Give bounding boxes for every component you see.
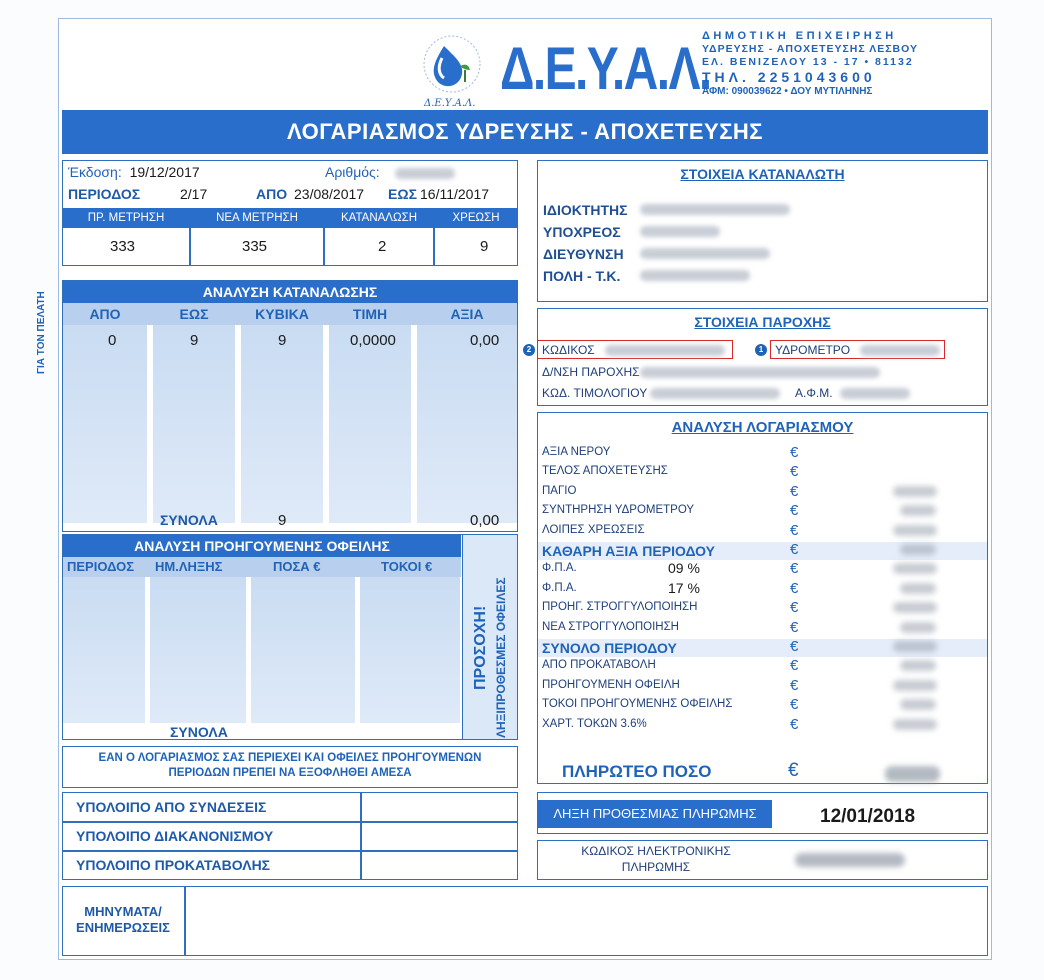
account-row-amount-redacted [900,544,936,555]
logo-wordmark: Δ.Ε.Υ.Α.Λ. [500,35,711,102]
bill-number-redacted [395,168,455,179]
meter-label: ΥΔΡΟΜΕΤΡΟ [775,343,851,357]
notice-line-2: ΠΕΡΙΟΔΩΝ ΠΡΕΠΕΙ ΝΑ ΕΞΟΦΛΗΘΕΙ ΑΜΕΣΑ [168,767,412,779]
account-row-currency: € [790,657,799,674]
account-row-label: ΣΥΝΟΛΟ ΠΕΡΙΟΔΟΥ [542,640,677,656]
reading-header-prev: ΠΡ. ΜΕΤΡΗΣΗ [87,212,165,224]
consumption-row-to: 9 [190,332,199,349]
debt-header-due: ΗΜ.ΛΗΞΗΣ [155,559,223,574]
account-row-label: ΠΡΟΗΓ. ΣΤΡΟΓΓΥΛΟΠΟΙΗΣΗ [542,601,698,613]
messages-label-1: ΜΗΝΥΜΑΤΑ/ [84,904,162,919]
reading-consumption-value: 2 [378,238,387,255]
number-label: Αριθμός: [325,164,380,180]
reading-new-value: 335 [242,238,268,255]
account-row-currency: € [790,463,799,480]
from-label: ΑΠΟ [256,186,288,202]
account-row-currency: € [790,716,799,733]
debt-totals-label: ΣΥΝΟΛΑ [170,724,228,740]
account-row-label: Φ.Π.Α. [542,582,577,594]
period-row [68,186,514,202]
account-row-amount-redacted [893,641,937,652]
to-date: 16/11/2017 [420,186,490,202]
consumption-totals-label: ΣΥΝΟΛΑ [160,512,218,528]
header-value: ΑΞΙΑ [450,306,484,322]
account-row-amount-redacted [900,622,936,633]
payable-label: ΠΛΗΡΩΤΕΟ ΠΟΣΟ [562,762,712,781]
account-row-amount-redacted [893,680,937,691]
account-row-label: ΣΥΝΤΗΡΗΣΗ ΥΔΡΟΜΕΤΡΟΥ [542,504,695,516]
balance-prepayment-label: ΥΠΟΛΟΙΠΟ ΠΡΟΚΑΤΑΒΟΛΗΣ [76,857,271,873]
account-row-currency: € [790,580,799,597]
company-name: ΔΗΜΟΤΙΚΗ ΕΠΙΧΕΙΡΗΣΗ [702,30,897,42]
consumption-total-m3: 9 [278,512,287,529]
issue-label: Έκδοση: [68,164,122,180]
account-row-rate: 09 % [668,560,700,576]
account-row-rate: 17 % [668,580,700,596]
account-row-amount-redacted [900,660,936,671]
epay-code-redacted [795,853,905,867]
account-row-label: ΝΕΑ ΣΤΡΟΓΓΥΛΟΠΟΙΗΣΗ [542,621,679,633]
meter-badge: 1 [755,344,767,356]
account-row-currency: € [790,522,799,539]
issue-row [68,164,200,180]
account-row-currency: € [790,483,799,500]
account-row-label: ΤΕΛΟΣ ΑΠΟΧΕΤΕΥΣΗΣ [542,465,668,477]
consumption-row-cubic: 9 [278,332,287,349]
warning-title: ΠΡΟΣΟΧΗ! [472,605,489,690]
address-value-redacted [640,248,770,259]
payable-currency: € [788,760,799,781]
account-row-currency: € [790,696,799,713]
account-row-currency: € [790,444,799,461]
consumption-total-value: 0,00 [470,512,500,529]
consumer-title: ΣΤΟΙΧΕΙΑ ΚΑΤΑΝΑΛΩΤΗ [680,166,845,182]
company-info [702,30,988,97]
supply-code-label: ΚΩΔΙΚΟΣ [542,343,595,357]
account-row-amount-redacted [893,486,937,497]
consumer-field-obligor: ΥΠΟΧΡΕΟΣ [543,224,621,240]
messages-box [62,886,988,956]
supply-address-redacted [640,367,880,378]
tariff-value-redacted [650,388,780,399]
account-row-amount-redacted [893,563,937,574]
messages-label-2: ΕΝΗΜΕΡΩΣΕΙΣ [76,920,170,935]
header-price: ΤΙΜΗ [352,306,388,322]
consumer-field-city: ΠΟΛΗ - Τ.Κ. [543,268,621,284]
debt-header-interest: ΤΟΚΟΙ € [381,559,433,574]
logo-small-text: Δ.Ε.Υ.Α.Λ. [424,98,476,109]
notice-line-1: ΕΑΝ Ο ΛΟΓΑΡΙΑΣΜΟΣ ΣΑΣ ΠΕΡΙΕΧΕΙ ΚΑΙ ΟΦΕΙΛΕΣ ΠΡΟΗΓΟΥΜΕΝΩΝ [98,752,482,764]
header [62,22,988,118]
balance-settlement-label: ΥΠΟΛΟΙΠΟ ΔΙΑΚΑΝΟΝΙΣΜΟΥ [76,828,274,844]
account-row-label: ΠΡΟΗΓΟΥΜΕΝΗ ΟΦΕΙΛΗ [542,679,680,691]
header-to: ΕΩΣ [179,306,209,322]
debt-header-amount: ΠΟΣΑ € [273,559,321,574]
account-row-label: ΛΟΙΠΕΣ ΧΡΕΩΣΕΙΣ [542,524,645,536]
account-row-currency: € [790,638,799,655]
account-row-currency: € [790,560,799,577]
epay-label-1: ΚΩΔΙΚΟΣ ΗΛΕΚΤΡΟΝΙΚΗΣ [581,844,731,858]
obligor-value-redacted [640,226,720,237]
consumption-row-from: 0 [108,332,117,349]
readings-header [63,208,517,228]
account-row-amount-redacted [893,719,937,730]
account-row-currency: € [790,541,799,558]
account-row-label: ΑΞΙΑ ΝΕΡΟΥ [542,446,611,458]
account-row-amount-redacted [900,583,936,594]
reading-prev-value: 333 [110,238,136,255]
consumer-field-owner: ΙΔΙΟΚΤΗΤΗΣ [543,202,628,218]
account-row-currency: € [790,619,799,636]
account-row-label: ΧΑΡΤ. ΤΟΚΩΝ 3.6% [542,718,647,730]
city-value-redacted [640,270,750,281]
afm-value-redacted [840,388,910,399]
warning-subtitle: ΛΗΞΙΠΡΟΘΕΣΜΕΣ ΟΦΕΙΛΕΣ [494,577,508,738]
water-drop-logo-icon [412,26,502,104]
consumption-row-price: 0,0000 [350,332,396,349]
tariff-label: ΚΩΔ. ΤΙΜΟΛΟΓΙΟΥ [542,386,648,400]
supply-code-redacted [605,345,725,356]
period-label: ΠΕΡΙΟΔΟΣ [68,186,141,202]
due-date: 12/01/2018 [820,806,916,827]
company-afm: ΑΦΜ: 090039622 • ΔΟΥ ΜΥΤΙΛΗΝΗΣ [702,86,873,97]
reading-header-consumption: ΚΑΤΑΝΑΛΩΣΗ [341,212,417,224]
from-date: 23/08/2017 [294,186,365,202]
bill-title: ΛΟΓΑΡΙΑΣΜΟΣ ΥΔΡΕΥΣΗΣ - ΑΠΟΧΕΤΕΥΣΗΣ [62,110,988,154]
account-row-label: ΑΠΟ ΠΡΟΚΑΤΑΒΟΛΗ [542,659,656,671]
consumption-row-value: 0,00 [470,332,500,349]
consumer-field-address: ΔΙΕΥΘΥΝΣΗ [543,246,624,262]
epay-label-2: ΠΛΗΡΩΜΗΣ [621,860,691,874]
account-row-label: ΠΑΓΙΟ [542,485,577,497]
account-row-currency: € [790,599,799,616]
supply-code-badge: 2 [523,344,535,356]
debt-header-period: ΠΕΡΙΟΔΟΣ [67,559,135,574]
account-row-amount-redacted [893,602,937,613]
meter-value-redacted [860,345,940,356]
issue-date: 19/12/2017 [129,164,200,180]
account-row-currency: € [790,677,799,694]
previous-debt-title: ΑΝΑΛΥΣΗ ΠΡΟΗΓΟΥΜΕΝΗΣ ΟΦΕΙΛΗΣ [63,535,461,557]
account-row-label: Φ.Π.Α. [542,562,577,574]
afm-label: Α.Φ.Μ. [795,386,833,400]
header-from: ΑΠΟ [89,306,121,322]
company-subtitle: ΥΔΡΕΥΣΗΣ - ΑΠΟΧΕΤΕΥΣΗΣ ΛΕΣΒΟΥ [702,43,918,55]
payable-amount-redacted [885,766,940,782]
account-row-amount-redacted [893,525,937,536]
reading-header-charge: ΧΡΕΩΣΗ [452,212,500,224]
balance-connections-label: ΥΠΟΛΟΙΠΟ ΑΠΟ ΣΥΝΔΕΣΕΙΣ [76,799,267,815]
account-row-label: ΤΟΚΟΙ ΠΡΟΗΓΟΥΜΕΝΗΣ ΟΦΕΙΛΗΣ [542,698,733,710]
account-row-currency: € [790,502,799,519]
period-value: 2/17 [180,186,208,202]
company-address: ΕΛ. ΒΕΝΙΖΕΛΟΥ 13 - 17 • 81132 [702,56,914,68]
header-cubic: ΚΥΒΙΚΑ [255,306,309,322]
account-title: ΑΝΑΛΥΣΗ ΛΟΓΑΡΙΑΣΜΟΥ [671,419,854,436]
owner-value-redacted [640,204,790,215]
company-phone: ΤΗΛ. 2251043600 [702,69,876,85]
due-label: ΛΗΞΗ ΠΡΟΘΕΣΜΙΑΣ ΠΛΗΡΩΜΗΣ [538,800,772,828]
supply-title: ΣΤΟΙΧΕΙΑ ΠΑΡΟΧΗΣ [694,314,831,330]
side-label: ΓΙΑ ΤΟΝ ΠΕΛΑΤΗ [36,291,47,374]
account-row-amount-redacted [900,699,936,710]
account-row-amount-redacted [900,505,936,516]
to-label: ΕΩΣ [388,186,417,202]
reading-header-new: ΝΕΑ ΜΕΤΡΗΣΗ [216,212,298,224]
consumption-title: ΑΝΑΛΥΣΗ ΚΑΤΑΝΑΛΩΣΗΣ [63,281,517,303]
account-row-label: ΚΑΘΑΡΗ ΑΞΙΑ ΠΕΡΙΟΔΟΥ [542,543,716,559]
supply-address-label: Δ/ΝΣΗ ΠΑΡΟΧΗΣ [542,365,640,379]
reading-charge-value: 9 [480,238,489,255]
